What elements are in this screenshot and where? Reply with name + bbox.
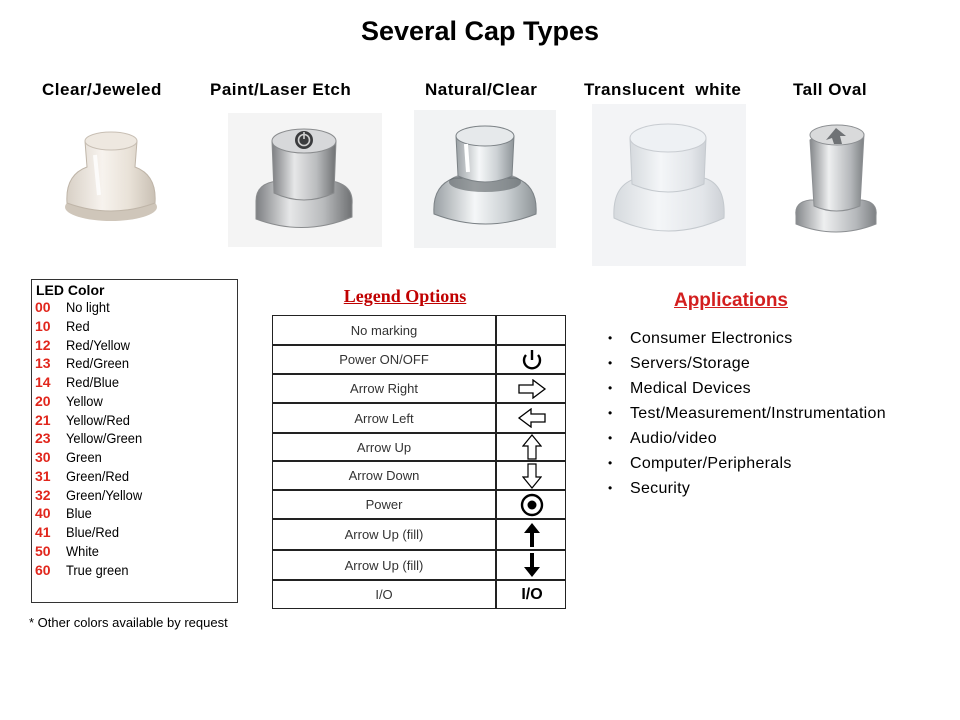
led-color-name: White <box>66 542 99 559</box>
led-color-row <box>35 486 149 504</box>
legend-option-label: Arrow Left <box>273 404 497 432</box>
led-color-name: Yellow/Green <box>66 430 143 447</box>
application-item-text: Test/Measurement/Instrumentation <box>630 405 886 422</box>
led-color-row <box>35 317 92 335</box>
led-color-code: 21 <box>35 411 51 428</box>
legend-option-label: Power ON/OFF <box>273 346 497 373</box>
application-item <box>608 351 886 376</box>
legend-row <box>273 581 565 608</box>
legend-option-label: Arrow Down <box>273 462 497 489</box>
application-item <box>608 476 886 501</box>
application-item <box>608 451 886 476</box>
led-color-name: True green <box>66 561 129 578</box>
led-color-row <box>35 411 136 429</box>
power-dot-icon <box>499 491 565 518</box>
led-color-code: 20 <box>35 392 51 409</box>
led-color-code: 13 <box>35 355 51 372</box>
led-color-name: Yellow <box>66 392 103 409</box>
io-symbol <box>499 581 565 608</box>
application-item <box>608 376 886 401</box>
io-symbol-text: I/O <box>521 585 543 603</box>
application-item-text: Audio/video <box>630 430 717 447</box>
led-footnote: * Other colors available by request <box>29 615 228 630</box>
led-color-row <box>35 429 149 447</box>
legend-row <box>273 520 565 551</box>
led-color-row <box>35 504 94 522</box>
led-color-name: Green/Red <box>66 467 130 484</box>
bullet-icon: • <box>608 406 613 420</box>
led-color-row <box>35 392 106 410</box>
legend-row <box>273 434 565 462</box>
legend-option-label: Arrow Up <box>273 434 497 460</box>
bullet-icon: • <box>608 456 613 470</box>
led-color-row <box>35 561 134 579</box>
led-color-code: 10 <box>35 317 51 334</box>
bullet-icon: • <box>608 431 613 445</box>
led-color-row <box>35 373 124 391</box>
led-color-name: Red <box>66 317 90 334</box>
legend-row <box>273 462 565 491</box>
led-color-row <box>35 523 124 541</box>
arrow-down-outline-icon <box>499 462 565 489</box>
led-color-name: Green/Yellow <box>66 486 143 503</box>
led-color-name: Green <box>66 449 102 465</box>
led-color-name: Red/Blue <box>66 374 119 390</box>
clear-jeweled-cap-image <box>55 115 167 235</box>
application-item-text: Computer/Peripherals <box>630 455 792 472</box>
legend-row <box>273 491 565 520</box>
arrow-down-fill-icon <box>499 551 565 579</box>
application-item <box>608 326 886 351</box>
application-item-text: Servers/Storage <box>630 355 751 372</box>
cap-label-clear-jeweled: Clear/Jeweled <box>42 80 162 99</box>
legend-option-label: Arrow Right <box>273 375 497 402</box>
led-color-code: 14 <box>35 374 51 390</box>
natural-clear-cap-image <box>414 110 556 248</box>
cap-label-translucent-white: Translucent white <box>584 80 742 99</box>
paint-laser-etch-cap-image <box>228 113 382 247</box>
led-color-name: Blue/Red <box>66 524 119 540</box>
led-color-row <box>35 298 113 316</box>
led-color-code: 31 <box>35 467 51 484</box>
led-color-code: 40 <box>35 505 51 522</box>
legend-option-label: Arrow Up (fill) <box>273 520 497 549</box>
legend-option-label: Arrow Up (fill) <box>273 551 497 579</box>
led-color-code: 23 <box>35 430 51 447</box>
application-item <box>608 426 886 451</box>
page-title: Several Cap Types <box>360 16 600 46</box>
legend-row <box>273 316 565 346</box>
legend-option-label: I/O <box>273 581 497 608</box>
led-color-title: LED Color <box>36 282 105 298</box>
bullet-icon: • <box>608 356 613 370</box>
arrow-up-outline-icon <box>499 434 565 460</box>
led-color-code: 12 <box>35 336 51 353</box>
legend-row <box>273 346 565 375</box>
applications-list <box>608 326 886 501</box>
led-color-code: 41 <box>35 524 51 540</box>
led-color-name: Red/Green <box>66 355 130 372</box>
application-item-text: Medical Devices <box>630 380 751 397</box>
led-color-table <box>31 279 238 603</box>
tall-oval-cap-image <box>790 116 882 242</box>
arrow-right-outline-icon <box>499 375 565 402</box>
led-color-code: 30 <box>35 449 51 465</box>
legend-option-label: Power <box>273 491 497 518</box>
led-color-name: No light <box>66 299 110 315</box>
cap-label-tall-oval: Tall Oval <box>793 80 868 99</box>
legend-options-title: Legend Options <box>343 286 467 306</box>
led-color-name: Red/Yellow <box>66 336 130 353</box>
legend-row <box>273 375 565 404</box>
led-color-row <box>35 354 134 372</box>
led-color-code: 60 <box>35 561 51 578</box>
legend-options-table <box>272 315 566 609</box>
cap-label-paint-laser-etch: Paint/Laser Etch <box>210 80 352 99</box>
bullet-icon: • <box>608 481 613 495</box>
legend-symbol-empty <box>499 316 565 344</box>
led-color-row <box>35 542 102 560</box>
cap-label-natural-clear: Natural/Clear <box>425 80 538 99</box>
bullet-icon: • <box>608 381 613 395</box>
led-color-row <box>35 467 134 485</box>
led-color-row <box>35 336 136 354</box>
application-item-text: Consumer Electronics <box>630 330 793 347</box>
arrow-left-outline-icon <box>499 404 565 432</box>
led-color-row <box>35 448 105 466</box>
applications-title: Applications <box>673 290 788 311</box>
legend-option-label: No marking <box>273 316 497 344</box>
legend-row <box>273 551 565 581</box>
led-color-code: 50 <box>35 542 51 559</box>
bullet-icon: • <box>608 331 613 345</box>
arrow-up-fill-icon <box>499 520 565 549</box>
led-color-name: Yellow/Red <box>66 411 130 428</box>
power-icon <box>499 346 565 373</box>
application-item <box>608 401 886 426</box>
led-color-code: 32 <box>35 486 51 503</box>
application-item-text: Security <box>630 480 691 497</box>
led-color-code: 00 <box>35 299 51 315</box>
legend-row <box>273 404 565 434</box>
led-color-name: Blue <box>66 505 92 522</box>
translucent-white-cap-image <box>592 104 746 266</box>
